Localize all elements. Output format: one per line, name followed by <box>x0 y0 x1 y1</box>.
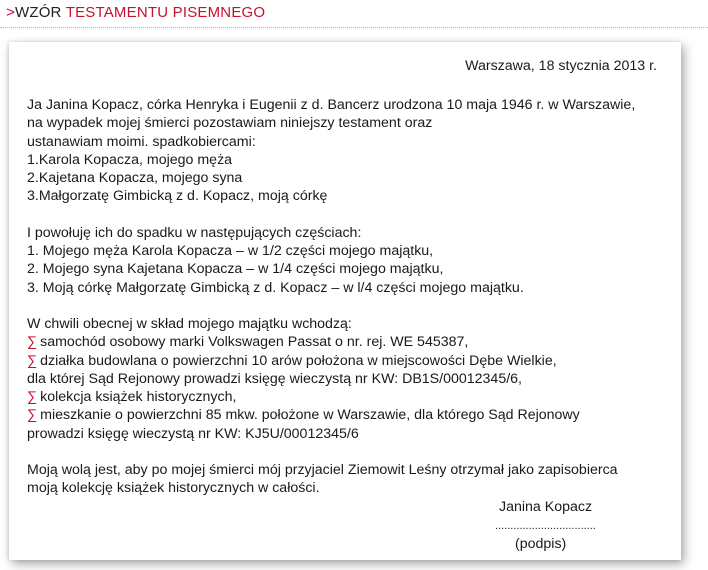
bequest-line: moją kolekcję książek historycznych w całości. <box>27 480 320 497</box>
header-word-wzor: WZÓR <box>14 4 62 21</box>
intro-line: na wypadek mojej śmierci pozostawiam niniejszy testament oraz <box>27 115 433 132</box>
share-item: 2. Mojego syna Kajetana Kopacza – w 1/4 części mojego majątku, <box>27 261 444 278</box>
shares-intro: I powołuję ich do spadku w następujących częściach: <box>27 224 362 241</box>
sigma-bullet-icon: ∑ <box>27 334 38 351</box>
asset-item <box>27 388 677 406</box>
share-item: 1. Mojego męża Karola Kopacza – w 1/2 części mojego majątku, <box>27 243 434 260</box>
header-title: TESTAMENTU PISEMNEGO <box>65 4 266 21</box>
header-arrow: > <box>6 4 15 21</box>
sigma-bullet-icon: ∑ <box>27 407 38 424</box>
heir-item: 1.Karola Kopacza, mojego męża <box>27 151 233 168</box>
heir-item: 3.Małgorzatę Gimbicką z d. Kopacz, moją córkę <box>27 188 328 205</box>
testament-document <box>9 42 681 560</box>
header-divider <box>0 27 708 28</box>
paragraph-gap <box>27 297 677 315</box>
asset-item <box>27 406 677 424</box>
heir-item: 2.Kajetana Kopacza, mojego syna <box>27 170 243 187</box>
asset-continuation: prowadzi księgę wieczystą nr KW: KJ5U/00012345/6 <box>27 425 359 442</box>
share-item: 3. Moją córkę Małgorzatę Gimbicką z d. Kopacz – w l/4 części mojego majątku. <box>27 279 524 296</box>
asset-text: działka budowlana o powierzchni 10 arów położona w miejscowości Dębe Wielkie, <box>40 352 557 369</box>
paragraph-gap <box>27 443 677 461</box>
sigma-bullet-icon: ∑ <box>27 389 38 406</box>
paragraph-gap <box>27 206 677 224</box>
asset-text: mieszkanie o powierzchni 85 mkw. położone w Warszawie, dla którego Sąd Rejonowy <box>40 407 580 424</box>
bequest-line: Moją wolą jest, aby po mojej śmierci mój przyjaciel Ziemowit Leśny otrzymał jako zapisobierca <box>27 462 618 479</box>
section-header <box>6 4 265 21</box>
asset-continuation: dla której Sąd Rejonowy prowadzi księgę wieczystą nr KW: DB1S/00012345/6, <box>27 370 522 387</box>
signature-block <box>495 498 596 554</box>
signature-label: (podpis) <box>515 536 567 552</box>
signature-line: ................................. <box>495 519 596 532</box>
asset-item <box>27 352 677 370</box>
intro-line: Ja Janina Kopacz, córka Henryka i Eugenii z d. Bancerz urodzona 10 maja 1946 r. w Warszawie, <box>27 97 636 113</box>
asset-item <box>27 333 677 351</box>
asset-text: kolekcja książek historycznych, <box>40 389 237 406</box>
document-date: Warszawa, 18 stycznia 2013 r. <box>465 58 657 74</box>
document-body <box>27 96 677 498</box>
intro-line: ustanawiam moimi. spadkobiercami: <box>27 133 256 150</box>
sigma-bullet-icon: ∑ <box>27 352 38 369</box>
signature-name: Janina Kopacz <box>499 499 593 515</box>
asset-text: samochód osobowy marki Volkswagen Passat o nr. rej. WE 545387, <box>40 334 469 351</box>
assets-intro: W chwili obecnej w skład mojego majątku wchodzą: <box>27 315 352 332</box>
